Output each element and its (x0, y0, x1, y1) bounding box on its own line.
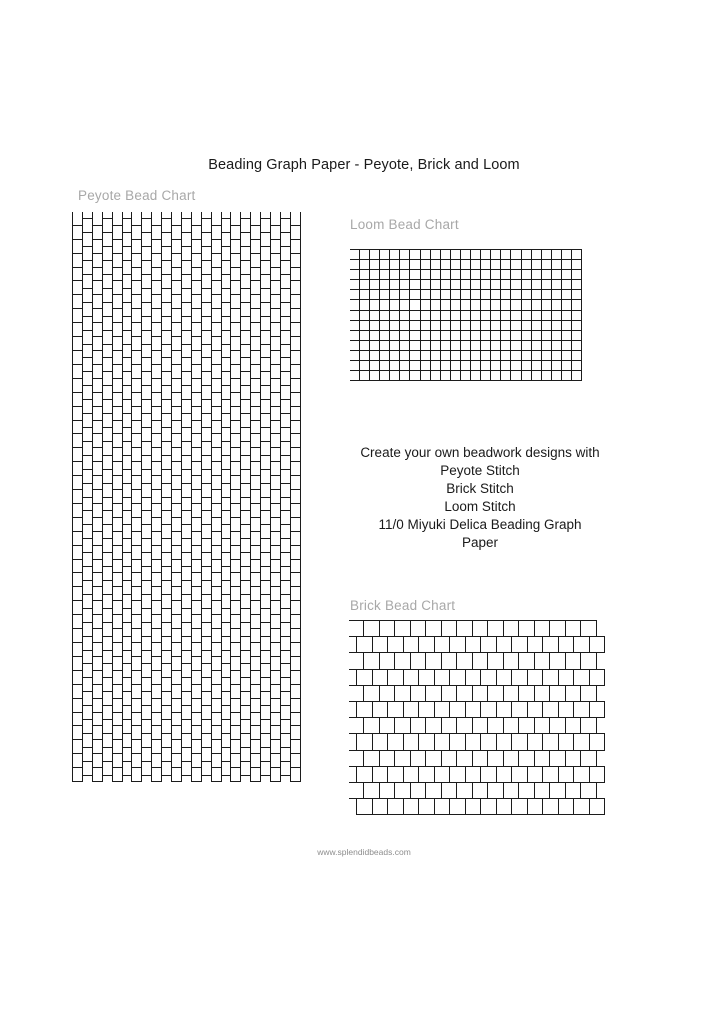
bead-cell[interactable] (372, 669, 389, 686)
bead-cell[interactable] (534, 652, 551, 669)
bead-cell[interactable] (589, 798, 606, 815)
bead-cell[interactable] (290, 725, 301, 740)
bead-cell[interactable] (527, 701, 544, 718)
bead-cell[interactable] (349, 782, 365, 799)
bead-cell[interactable] (589, 733, 606, 750)
bead-cell[interactable] (542, 766, 559, 783)
bead-cell[interactable] (549, 620, 566, 637)
bead-cell[interactable] (503, 620, 520, 637)
bead-cell[interactable] (465, 636, 482, 653)
bead-cell[interactable] (527, 669, 544, 686)
bead-cell[interactable] (410, 750, 427, 767)
bead-cell[interactable] (290, 420, 301, 435)
bead-cell[interactable] (290, 378, 301, 393)
bead-cell[interactable] (387, 701, 404, 718)
bead-cell[interactable] (434, 798, 451, 815)
bead-cell[interactable] (518, 685, 535, 702)
bead-cell[interactable] (472, 717, 489, 734)
bead-cell[interactable] (449, 766, 466, 783)
bead-cell[interactable] (511, 701, 528, 718)
bead-cell[interactable] (542, 636, 559, 653)
bead-cell[interactable] (290, 392, 301, 407)
bead-cell[interactable] (290, 517, 301, 532)
brick-chart-label: Brick Bead Chart (350, 598, 456, 613)
brick-row (349, 750, 611, 766)
bead-cell[interactable] (580, 685, 597, 702)
bead-cell[interactable] (403, 798, 420, 815)
bead-cell[interactable] (372, 701, 389, 718)
bead-cell[interactable] (394, 620, 411, 637)
bead-cell[interactable] (518, 750, 535, 767)
brick-row (349, 782, 611, 798)
bead-cell[interactable] (534, 717, 551, 734)
bead-cell[interactable] (503, 782, 520, 799)
bead-cell[interactable] (549, 750, 566, 767)
bead-cell[interactable] (434, 701, 451, 718)
bead-cell[interactable] (290, 225, 301, 240)
bead-cell[interactable] (549, 652, 566, 669)
bead-cell[interactable] (387, 766, 404, 783)
bead-cell[interactable] (558, 669, 575, 686)
bead-cell[interactable] (518, 782, 535, 799)
bead-cell[interactable] (290, 406, 301, 421)
bead-cell[interactable] (290, 572, 301, 587)
footer-url: www.splendidbeads.com (317, 847, 411, 857)
bead-cell[interactable] (487, 750, 504, 767)
peyote-chart-label: Peyote Bead Chart (78, 188, 196, 203)
bead-cell[interactable] (496, 701, 513, 718)
bead-cell[interactable] (387, 636, 404, 653)
bead-cell[interactable] (580, 620, 597, 637)
bead-cell[interactable] (480, 701, 497, 718)
bead-cell[interactable] (534, 782, 551, 799)
bead-cell[interactable] (290, 447, 301, 462)
bead-cell[interactable] (349, 620, 365, 637)
bead-cell[interactable] (290, 322, 301, 337)
bead-cell[interactable] (349, 685, 365, 702)
bead-cell[interactable] (441, 782, 458, 799)
bead-cell[interactable] (449, 798, 466, 815)
bead-cell[interactable] (456, 782, 473, 799)
bead-cell[interactable] (290, 461, 301, 476)
bead-cell[interactable] (441, 717, 458, 734)
bead-cell[interactable] (503, 717, 520, 734)
bead-cell[interactable] (589, 636, 606, 653)
bead-cell[interactable] (372, 798, 389, 815)
bead-cell[interactable] (349, 717, 365, 734)
brick-row (349, 733, 611, 749)
instructions-text (330, 444, 630, 552)
bead-cell[interactable] (565, 652, 582, 669)
bead-cell[interactable] (425, 620, 442, 637)
bead-cell[interactable] (472, 620, 489, 637)
bead-cell[interactable] (290, 253, 301, 268)
peyote-bead-chart (72, 212, 332, 844)
bead-cell[interactable] (425, 652, 442, 669)
bead-cell[interactable] (356, 766, 373, 783)
bead-cell[interactable] (394, 717, 411, 734)
bead-cell[interactable] (372, 766, 389, 783)
bead-cell[interactable] (456, 717, 473, 734)
bead-cell[interactable] (403, 766, 420, 783)
bead-cell[interactable] (441, 750, 458, 767)
bead-cell[interactable] (290, 308, 301, 323)
bead-cell[interactable] (565, 717, 582, 734)
brick-row (349, 652, 611, 668)
bead-cell[interactable] (418, 669, 435, 686)
bead-cell[interactable] (290, 294, 301, 309)
bead-cell[interactable] (290, 433, 301, 448)
bead-cell[interactable] (363, 652, 380, 669)
bead-cell[interactable] (487, 652, 504, 669)
bead-cell[interactable] (565, 750, 582, 767)
bead-cell[interactable] (456, 620, 473, 637)
brick-row (349, 669, 611, 685)
bead-cell[interactable] (387, 798, 404, 815)
bead-cell[interactable] (290, 350, 301, 365)
bead-cell[interactable] (472, 652, 489, 669)
bead-cell[interactable] (456, 685, 473, 702)
bead-cell[interactable] (465, 701, 482, 718)
bead-cell[interactable] (363, 717, 380, 734)
bead-cell[interactable] (425, 717, 442, 734)
bead-cell[interactable] (363, 620, 380, 637)
bead-cell[interactable] (465, 733, 482, 750)
bead-cell[interactable] (290, 767, 301, 782)
bead-cell[interactable] (534, 750, 551, 767)
bead-cell[interactable] (449, 701, 466, 718)
bead-cell[interactable] (518, 717, 535, 734)
bead-cell[interactable] (418, 733, 435, 750)
bead-cell[interactable] (418, 766, 435, 783)
bead-cell[interactable] (290, 364, 301, 379)
bead-cell[interactable] (480, 766, 497, 783)
bead-cell[interactable] (472, 685, 489, 702)
bead-cell[interactable] (558, 701, 575, 718)
instructions-line-3: Loom Stitch (444, 499, 516, 514)
brick-row (349, 717, 611, 733)
bead-cell[interactable] (527, 798, 544, 815)
bead-cell[interactable] (441, 620, 458, 637)
bead-cell[interactable] (394, 652, 411, 669)
bead-cell[interactable] (565, 782, 582, 799)
bead-cell[interactable] (487, 620, 504, 637)
bead-cell[interactable] (410, 782, 427, 799)
bead-cell[interactable] (290, 739, 301, 754)
bead-cell[interactable] (496, 798, 513, 815)
bead-cell[interactable] (534, 685, 551, 702)
bead-cell[interactable] (379, 782, 396, 799)
bead-cell[interactable] (379, 717, 396, 734)
instructions-line-0: Create your own beadwork designs with (360, 445, 600, 460)
bead-cell[interactable] (379, 685, 396, 702)
brick-bead-chart (349, 620, 611, 816)
bead-cell[interactable] (589, 701, 606, 718)
instructions-line-4: 11/0 Miyuki Delica Beading Graph (378, 517, 582, 532)
bead-cell[interactable] (571, 370, 582, 381)
bead-cell[interactable] (363, 685, 380, 702)
bead-cell[interactable] (565, 685, 582, 702)
bead-cell[interactable] (503, 652, 520, 669)
bead-cell[interactable] (356, 636, 373, 653)
bead-cell[interactable] (372, 636, 389, 653)
bead-cell[interactable] (434, 733, 451, 750)
instructions-line-5: Paper (461, 535, 499, 550)
bead-cell[interactable] (290, 280, 301, 295)
bead-cell[interactable] (456, 652, 473, 669)
bead-cell[interactable] (480, 798, 497, 815)
bead-cell[interactable] (580, 652, 597, 669)
bead-cell[interactable] (580, 750, 597, 767)
bead-cell[interactable] (534, 620, 551, 637)
bead-cell[interactable] (379, 652, 396, 669)
bead-cell[interactable] (518, 652, 535, 669)
bead-cell[interactable] (434, 766, 451, 783)
bead-cell[interactable] (487, 782, 504, 799)
bead-cell[interactable] (573, 766, 590, 783)
bead-cell[interactable] (379, 620, 396, 637)
bead-cell[interactable] (403, 669, 420, 686)
bead-cell[interactable] (290, 531, 301, 546)
bead-cell[interactable] (356, 733, 373, 750)
bead-cell[interactable] (573, 669, 590, 686)
bead-cell[interactable] (589, 766, 606, 783)
bead-cell[interactable] (356, 701, 373, 718)
bead-cell[interactable] (558, 733, 575, 750)
bead-cell[interactable] (379, 750, 396, 767)
instructions-line-1: Peyote Stitch (440, 463, 520, 478)
bead-cell[interactable] (387, 733, 404, 750)
bead-cell[interactable] (480, 733, 497, 750)
bead-cell[interactable] (410, 620, 427, 637)
bead-cell[interactable] (290, 712, 301, 727)
bead-cell[interactable] (410, 717, 427, 734)
bead-cell[interactable] (472, 782, 489, 799)
bead-cell[interactable] (511, 798, 528, 815)
bead-cell[interactable] (465, 766, 482, 783)
bead-cell[interactable] (403, 701, 420, 718)
bead-cell[interactable] (434, 669, 451, 686)
loom-row (350, 370, 610, 381)
bead-cell[interactable] (394, 750, 411, 767)
bead-cell[interactable] (503, 685, 520, 702)
bead-cell[interactable] (356, 669, 373, 686)
bead-cell[interactable] (290, 600, 301, 615)
bead-cell[interactable] (290, 670, 301, 685)
page-title: Beading Graph Paper - Peyote, Brick and Loom (208, 157, 520, 173)
bead-cell[interactable] (410, 685, 427, 702)
bead-cell[interactable] (487, 685, 504, 702)
bead-cell[interactable] (425, 782, 442, 799)
brick-row (349, 766, 611, 782)
bead-cell[interactable] (387, 669, 404, 686)
loom-bead-chart (350, 249, 610, 394)
brick-row (349, 798, 611, 814)
bead-cell[interactable] (418, 798, 435, 815)
bead-cell[interactable] (465, 669, 482, 686)
bead-cell[interactable] (290, 239, 301, 254)
bead-cell[interactable] (527, 766, 544, 783)
bead-cell[interactable] (349, 750, 365, 767)
bead-cell[interactable] (496, 636, 513, 653)
bead-cell[interactable] (573, 798, 590, 815)
bead-cell[interactable] (503, 750, 520, 767)
bead-cell[interactable] (403, 733, 420, 750)
bead-cell[interactable] (527, 733, 544, 750)
bead-cell[interactable] (580, 717, 597, 734)
bead-cell[interactable] (573, 636, 590, 653)
bead-cell[interactable] (549, 782, 566, 799)
bead-cell[interactable] (487, 717, 504, 734)
brick-row (349, 636, 611, 652)
bead-cell[interactable] (511, 766, 528, 783)
bead-cell[interactable] (449, 669, 466, 686)
brick-row (349, 620, 611, 636)
bead-cell[interactable] (290, 656, 301, 671)
bead-cell[interactable] (542, 733, 559, 750)
bead-cell[interactable] (290, 628, 301, 643)
instructions-line-2: Brick Stitch (446, 481, 514, 496)
brick-row (349, 701, 611, 717)
bead-cell[interactable] (290, 267, 301, 282)
bead-cell[interactable] (403, 636, 420, 653)
bead-cell[interactable] (511, 669, 528, 686)
bead-cell[interactable] (542, 798, 559, 815)
bead-cell[interactable] (363, 750, 380, 767)
bead-cell[interactable] (573, 733, 590, 750)
bead-cell[interactable] (418, 636, 435, 653)
bead-cell[interactable] (558, 766, 575, 783)
bead-cell[interactable] (496, 766, 513, 783)
bead-cell[interactable] (290, 489, 301, 504)
bead-cell[interactable] (290, 614, 301, 629)
bead-cell[interactable] (511, 733, 528, 750)
bead-cell[interactable] (449, 733, 466, 750)
bead-cell[interactable] (349, 652, 365, 669)
bead-cell[interactable] (558, 798, 575, 815)
loom-chart-label: Loom Bead Chart (350, 217, 459, 232)
bead-cell[interactable] (465, 798, 482, 815)
bead-cell[interactable] (441, 652, 458, 669)
bead-cell[interactable] (527, 636, 544, 653)
peyote-column (290, 212, 301, 782)
bead-cell[interactable] (580, 782, 597, 799)
bead-cell[interactable] (290, 336, 301, 351)
bead-cell[interactable] (425, 685, 442, 702)
bead-cell[interactable] (290, 753, 301, 768)
bead-cell[interactable] (372, 733, 389, 750)
bead-cell[interactable] (549, 717, 566, 734)
bead-cell[interactable] (449, 636, 466, 653)
bead-cell[interactable] (290, 586, 301, 601)
bead-cell[interactable] (565, 620, 582, 637)
bead-cell[interactable] (456, 750, 473, 767)
bead-cell[interactable] (418, 701, 435, 718)
bead-cell[interactable] (425, 750, 442, 767)
brick-row (349, 685, 611, 701)
bead-cell[interactable] (511, 636, 528, 653)
bead-cell[interactable] (394, 782, 411, 799)
bead-cell[interactable] (356, 798, 373, 815)
bead-cell[interactable] (472, 750, 489, 767)
bead-cell[interactable] (496, 733, 513, 750)
bead-cell[interactable] (290, 212, 301, 226)
bead-cell[interactable] (434, 636, 451, 653)
bead-cell[interactable] (480, 669, 497, 686)
bead-cell[interactable] (542, 701, 559, 718)
bead-cell[interactable] (573, 701, 590, 718)
bead-cell[interactable] (518, 620, 535, 637)
bead-cell[interactable] (290, 475, 301, 490)
bead-cell[interactable] (542, 669, 559, 686)
bead-cell[interactable] (363, 782, 380, 799)
bead-cell[interactable] (589, 669, 606, 686)
bead-cell[interactable] (394, 685, 411, 702)
bead-cell[interactable] (549, 685, 566, 702)
bead-cell[interactable] (290, 642, 301, 657)
bead-cell[interactable] (290, 698, 301, 713)
bead-cell[interactable] (496, 669, 513, 686)
bead-cell[interactable] (441, 685, 458, 702)
bead-cell[interactable] (558, 636, 575, 653)
bead-cell[interactable] (410, 652, 427, 669)
bead-cell[interactable] (290, 503, 301, 518)
bead-cell[interactable] (290, 559, 301, 574)
bead-cell[interactable] (290, 684, 301, 699)
bead-cell[interactable] (480, 636, 497, 653)
bead-cell[interactable] (290, 545, 301, 560)
